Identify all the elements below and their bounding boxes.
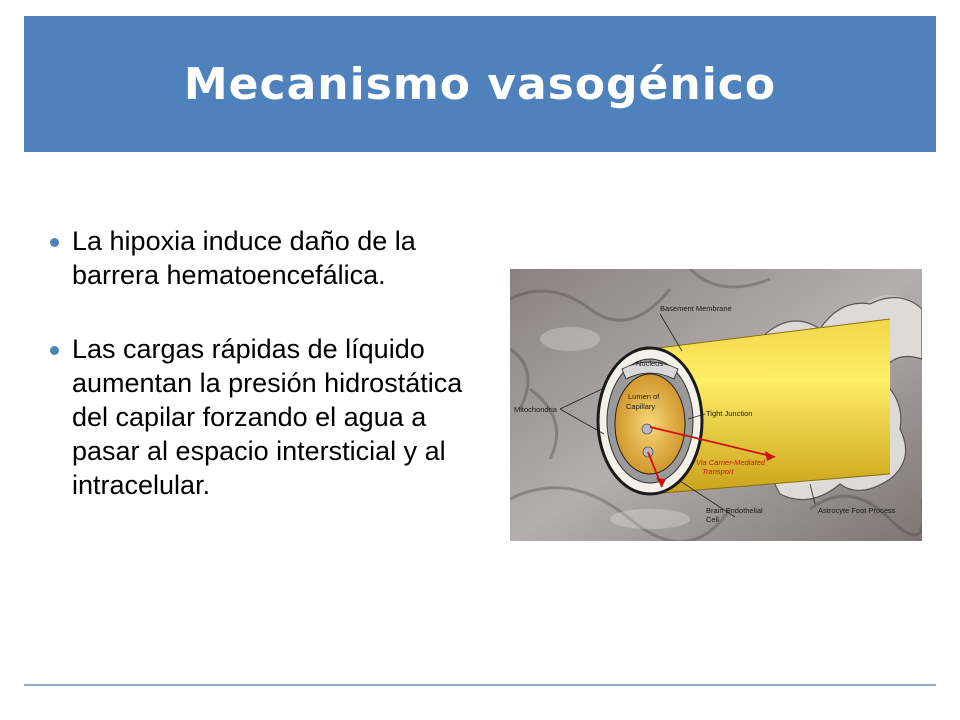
bullet-dot-icon [50,346,59,355]
bullet-text: Las cargas rápidas de líquido aumentan la presión hidrostática del capilar forzando el agua a pasar al espacio intersticial y al intracelular. [72,334,463,500]
label-astrocyte: Astrocyte Foot Process [818,506,896,515]
label-via-carrier: Via Carrier-Mediated [696,458,765,467]
bullet-item [48,332,488,502]
footer-divider [24,684,936,686]
slide-title: Mecanismo vasogénico [183,58,777,110]
label-tight-junction: Tight Junction [706,409,753,418]
label-basement-membrane: Basement Membrane [660,304,732,313]
label-lumen: Lumen of [628,392,660,401]
bullet-list [48,224,488,542]
bullet-dot-icon [50,238,59,247]
label-mitochondria: Mitochondria [514,405,557,414]
label-capillary: Capillary [626,402,656,411]
bullet-item [48,224,488,292]
title-bar [24,16,936,152]
label-transport: Transport [702,467,734,476]
label-brain-endothelial: Brain Endothelial [706,506,763,515]
bullet-text: La hipoxia induce daño de la barrera hematoencefálica. [72,226,416,290]
label-cell: Cell [706,515,719,524]
capillary-illustration [510,269,922,541]
label-nucleus: Nucleus [636,359,664,368]
